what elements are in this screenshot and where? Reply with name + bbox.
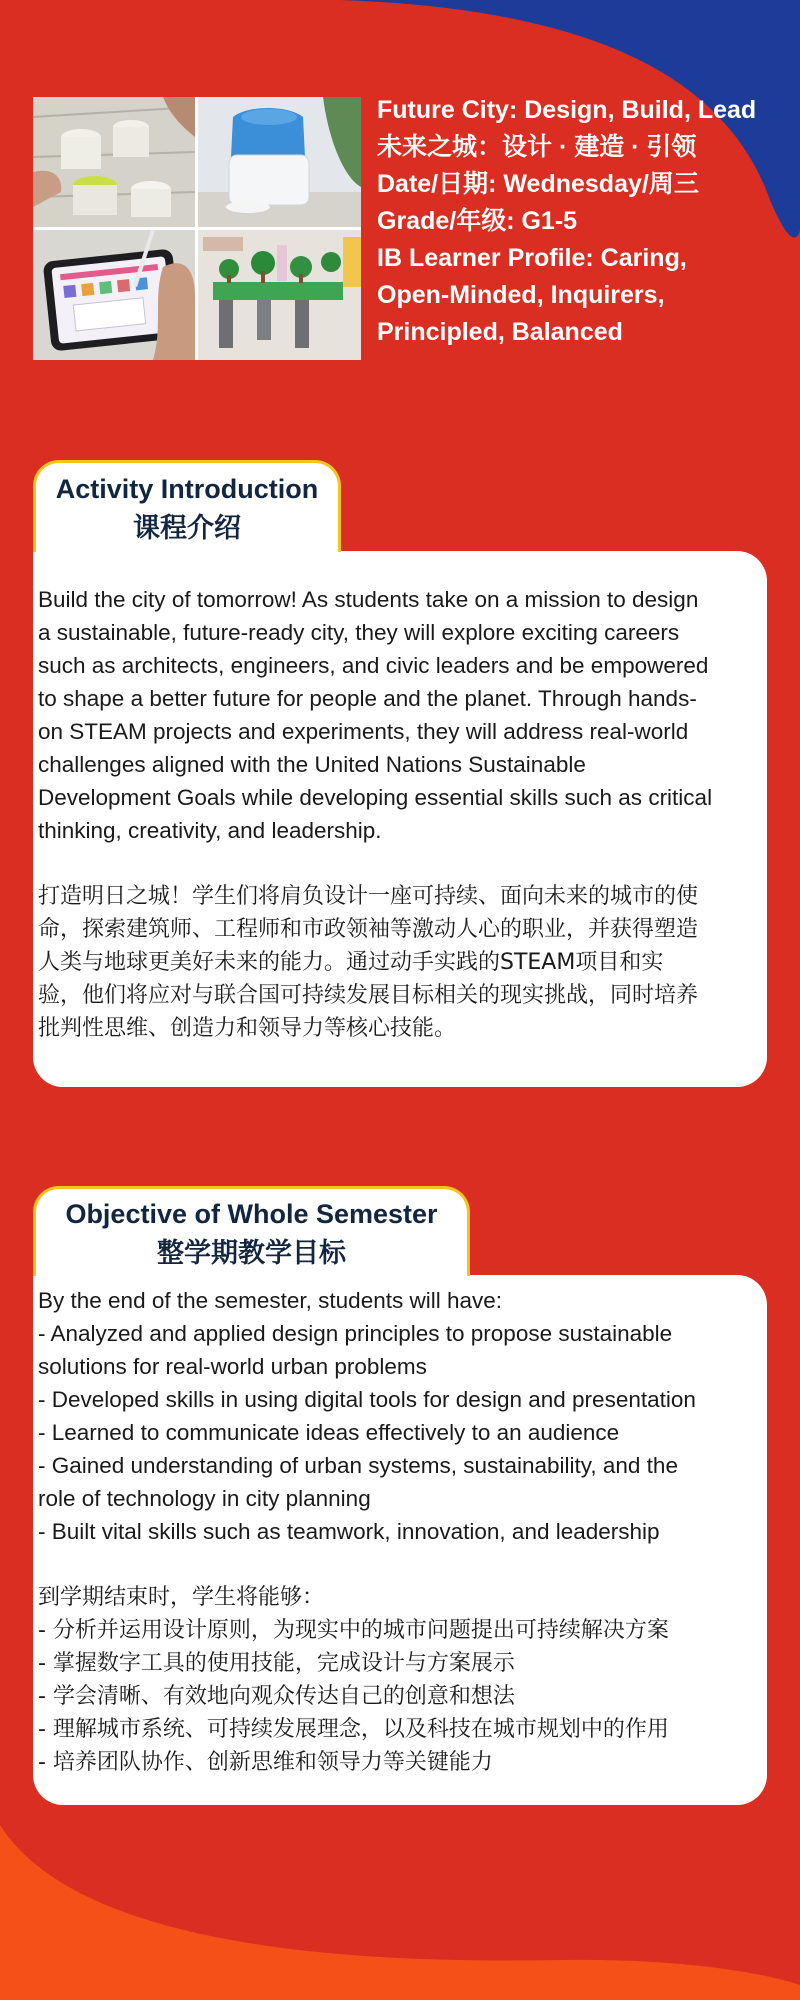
activity-title-en: Activity Introduction [55,474,319,504]
objective-title-en: Objective of Whole Semester [65,1199,438,1229]
learner-profile-line-1: IB Learner Profile: Caring, [377,244,687,272]
course-title-zh: 未来之城：设计 · 建造 · 引领 [377,133,697,161]
activity-title-zh: 课程介绍 [133,513,241,543]
course-header [377,92,792,351]
objective-card [33,1275,767,1805]
city-model-photo [198,230,361,360]
cups-experiment-photo [33,97,195,227]
objective-tab [33,1186,470,1276]
objective-list-en: By the end of the semester, students will have: - Analyzed and applied design principles to propose sustainable solutions for real-world urban problems - Developed skills in using digital tools for design and presentation - Learned to communicate ideas effectively to an audience - Gained understanding of urban systems, sustainability, and the role of technology in city planning - Built vital skills such as teamwork, innovation, and leadership [38,1288,696,1544]
activity-description-en: Build the city of tomorrow! As students take on a mission to design a sustainable, future-ready city, they will explore exciting careers such as architects, engineers, and civic leaders and be empowered to shape a better future for people and the planet. Through hands- on STEAM projects and experiments, they will address real-world challenges aligned with the United Nations Sustainable Development Goals while developing essential skills such as critical thinking, creativity, and leadership. [38,587,713,843]
activity-introduction-card [33,551,767,1087]
objective-list-zh: 到学期结束时，学生将能够： - 分析并运用设计原则，为现实中的城市问题提出可持续解决方案 - 掌握数字工具的使用技能，完成设计与方案展示 - 学会清晰、有效地向观众传达自己的创意和想法 - 理解城市系统、可持续发展理念，以及科技在城市规划中的作用 - 培养团队协作、创新思维和领导力等关键能力 [38,1585,669,1775]
course-title: Future City: Design, Build, Lead [377,96,757,124]
learner-profile-line-2: Open-Minded, Inquirers, [377,281,665,309]
objective-title-zh: 整学期教学目标 [157,1238,346,1268]
course-grade: Grade/年级: G1-5 [377,207,578,235]
course-date: Date/日期: Wednesday/周三 [377,170,699,198]
activity-introduction-tab [33,460,341,552]
water-bottle-photo [198,97,361,227]
tablet-design-photo [33,230,195,360]
learner-profile-line-3: Principled, Balanced [377,318,623,346]
activity-photo-collage [33,97,361,360]
activity-description-zh: 打造明日之城！学生们将肩负设计一座可持续、面向未来的城市的使 命，探索建筑师、工程师和市政领袖等激动人心的职业，并获得塑造 人类与地球更美好未来的能力。通过动手实践的STEAM项目和实 验，他们将应对与联合国可持续发展目标相关的现实挑战，同时培养 批判性思维、创造力和领导力等核心技能。 [38,884,699,1041]
